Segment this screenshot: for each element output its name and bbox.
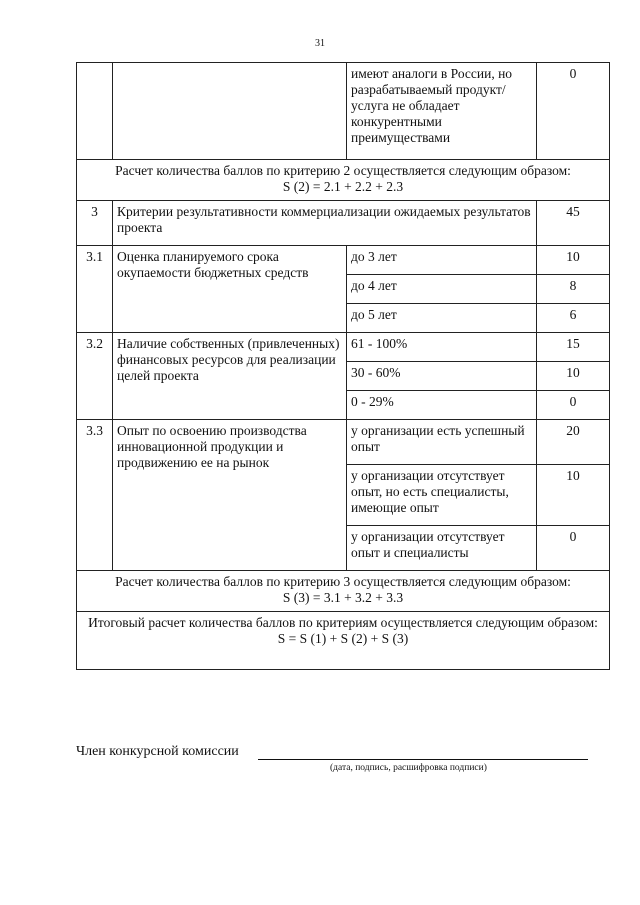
option-cell: 0 - 29% (347, 391, 537, 420)
points-cell: 10 (537, 362, 610, 391)
table-row (77, 333, 610, 362)
num-cell: 3.2 (77, 333, 113, 420)
option-cell: до 3 лет (347, 246, 537, 275)
option-cell: 30 - 60% (347, 362, 537, 391)
num-cell: 3.1 (77, 246, 113, 333)
page-number: 31 (315, 38, 325, 49)
option-cell: имеют аналоги в России, но разрабатываемый продукт/услуга не обладает конкурентными преимуществами (347, 63, 537, 160)
option-cell: 61 - 100% (347, 333, 537, 362)
option-cell: до 5 лет (347, 304, 537, 333)
option-cell: у организации есть успешный опыт (347, 420, 537, 465)
criteria-table (76, 62, 610, 670)
title-cell: Критерии результативности коммерциализации ожидаемых результатов проекта (113, 201, 537, 246)
points-cell: 15 (537, 333, 610, 362)
title-cell: Опыт по освоению производства инновационной продукции и продвижению ее на рынок (113, 420, 347, 571)
points-cell: 0 (537, 63, 610, 160)
title-cell: Оценка планируемого срока окупаемости бюджетных средств (113, 246, 347, 333)
option-cell: у организации отсутствует опыт, но есть специалисты, имеющие опыт (347, 465, 537, 526)
num-cell: 3 (77, 201, 113, 246)
num-cell: 3.3 (77, 420, 113, 571)
points-cell: 45 (537, 201, 610, 246)
total-text: Итоговый расчет количества баллов по критериям осуществляется следующим образом: (88, 615, 598, 630)
points-cell: 20 (537, 420, 610, 465)
table-row (77, 246, 610, 275)
points-cell: 8 (537, 275, 610, 304)
option-cell: у организации отсутствует опыт и специалисты (347, 526, 537, 571)
total-row (77, 612, 610, 670)
calc-2-formula: S (2) = 2.1 + 2.2 + 2.3 (282, 179, 404, 194)
calc-row-3 (77, 571, 610, 612)
table-row (77, 420, 610, 465)
option-cell: до 4 лет (347, 275, 537, 304)
calc-3-cell (77, 571, 610, 612)
points-cell: 10 (537, 465, 610, 526)
calc-2-cell (77, 160, 610, 201)
points-cell: 10 (537, 246, 610, 275)
points-cell: 6 (537, 304, 610, 333)
calc-3-text: Расчет количества баллов по критерию 3 осуществляется следующим образом: (115, 574, 571, 589)
calc-2-text: Расчет количества баллов по критерию 2 осуществляется следующим образом: (115, 163, 571, 178)
signature-label: Член конкурсной комиссии (76, 744, 239, 759)
signature-hint: (дата, подпись, расшифровка подписи) (330, 763, 487, 773)
calc-row-2 (77, 160, 610, 201)
num-cell (77, 63, 113, 160)
table-row (77, 63, 610, 160)
title-cell: Наличие собственных (привлеченных) финансовых ресурсов для реализации целей проекта (113, 333, 347, 420)
points-cell: 0 (537, 526, 610, 571)
signature-line (258, 759, 588, 760)
total-cell (77, 612, 610, 670)
total-formula: S = S (1) + S (2) + S (3) (277, 631, 409, 646)
table-row (77, 201, 610, 246)
points-cell: 0 (537, 391, 610, 420)
calc-3-formula: S (3) = 3.1 + 3.2 + 3.3 (282, 590, 404, 605)
title-cell (113, 63, 347, 160)
